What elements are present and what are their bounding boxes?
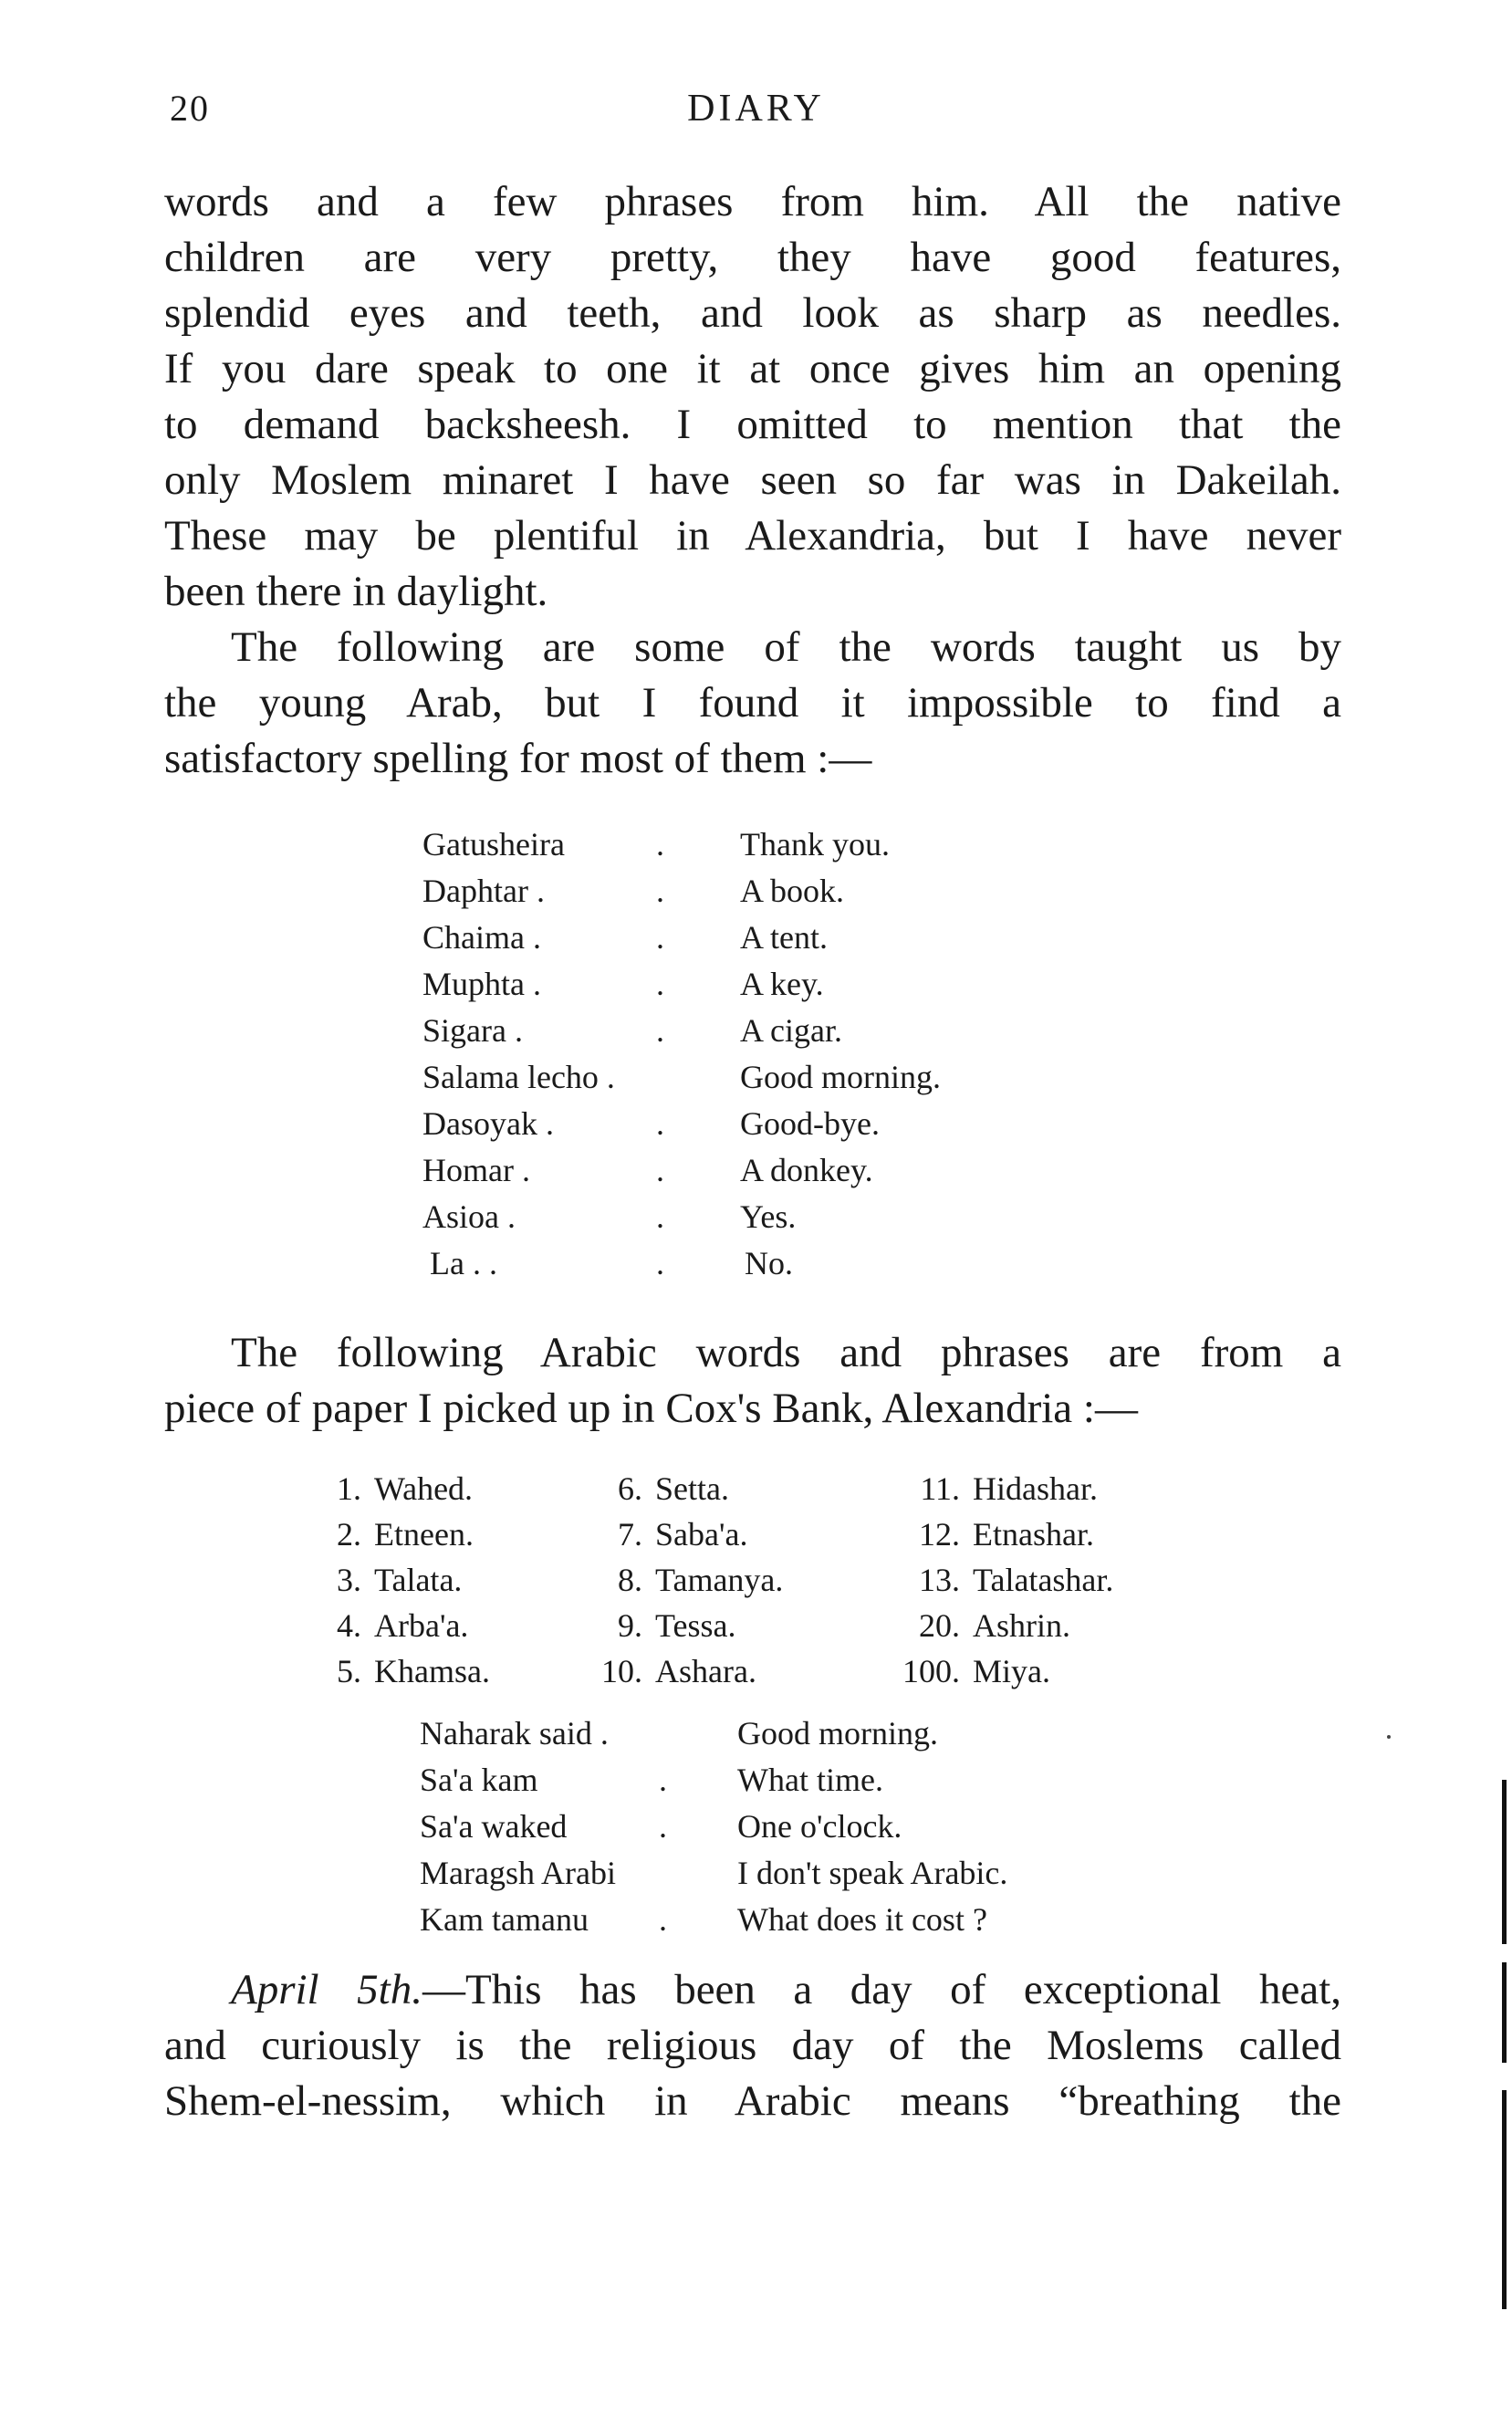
number-entry (310, 1557, 490, 1603)
paragraph-2 (164, 620, 1341, 787)
leader-dot: . (656, 1105, 664, 1142)
numeral: 8. (618, 1562, 642, 1598)
text-line: The following Arabic words and phrases are from a (231, 1329, 1341, 1376)
number-word: Ashara. (655, 1653, 756, 1689)
paragraph-3 (164, 1325, 1341, 1437)
number-entry (876, 1603, 1113, 1648)
binding-edge (1502, 1962, 1507, 2063)
leader-dot: . (656, 966, 664, 1002)
running-title: DIARY (687, 88, 825, 130)
vocab-meaning: What does it cost ? (737, 1901, 987, 1938)
binding-edge (1502, 2090, 1507, 2309)
leader-dot: . (656, 826, 664, 863)
number-word: Tessa. (655, 1607, 736, 1644)
number-entry (584, 1648, 783, 1694)
vocab-row (422, 1054, 1061, 1101)
vocab-row (422, 1101, 1061, 1147)
leader-dot: . (659, 1901, 667, 1938)
number-word: Setta. (655, 1470, 729, 1507)
vocab-term: Sigara . (422, 1012, 523, 1049)
vocab-row (422, 1240, 1061, 1287)
leader-dot: . (656, 1245, 664, 1281)
leader-dot: . (656, 1198, 664, 1235)
number-entry (584, 1511, 783, 1557)
text-line: These may be plentiful in Alexandria, but I have never (164, 512, 1341, 559)
number-entry (584, 1466, 783, 1511)
paragraph-4 (164, 1962, 1341, 2129)
vocab-term: Dasoyak . (422, 1105, 554, 1142)
number-entry (584, 1603, 783, 1648)
vocab-term: Sa'a waked (420, 1808, 568, 1845)
numeral: 100. (902, 1653, 960, 1689)
vocab-row (422, 961, 1061, 1008)
leader-dot: . (656, 873, 664, 909)
number-word: Miya. (973, 1653, 1050, 1689)
vocab-row (420, 1710, 1113, 1757)
leader-dot: . (659, 1762, 667, 1798)
vocab-term: Salama lecho . (422, 1059, 615, 1095)
vocab-row (420, 1897, 1113, 1943)
numbers-column-3 (876, 1466, 1113, 1694)
numeral: 20. (919, 1607, 960, 1644)
numeral: 13. (919, 1562, 960, 1598)
vocabulary-list-2 (420, 1710, 1113, 1943)
number-entry (876, 1511, 1113, 1557)
vocab-term: Naharak said . (420, 1715, 609, 1752)
number-word: Hidashar. (973, 1470, 1098, 1507)
leader-dot: . (656, 1152, 664, 1188)
text-line: splendid eyes and teeth, and look as sharp as needles. (164, 289, 1341, 337)
numeral: 6. (618, 1470, 642, 1507)
vocab-meaning: Yes. (740, 1198, 797, 1235)
vocab-meaning: What time. (737, 1762, 883, 1798)
number-word: Wahed. (374, 1470, 474, 1507)
numeral: 1. (337, 1470, 361, 1507)
text-line: piece of paper I picked up in Cox's Bank, Alexandria :— (164, 1385, 1138, 1432)
entry-date: April 5th. (231, 1966, 422, 2013)
numeral: 11. (920, 1470, 960, 1507)
vocab-meaning: A donkey. (740, 1152, 873, 1188)
text-line: children are very pretty, they have good features, (164, 234, 1341, 281)
binding-edge (1502, 1780, 1507, 1944)
numeral: 5. (337, 1653, 361, 1689)
vocab-row (420, 1804, 1113, 1850)
vocab-meaning: Thank you. (740, 826, 890, 863)
text-line (164, 1962, 1341, 2018)
numeral: 7. (618, 1516, 642, 1553)
leader-dot: . (656, 919, 664, 956)
numeral: 2. (337, 1516, 361, 1553)
number-entry (310, 1603, 490, 1648)
vocab-term: Muphta . (422, 966, 541, 1002)
vocab-term: Gatusheira (422, 826, 565, 863)
text-line: to demand backsheesh. I omitted to mention that the (164, 401, 1341, 448)
scan-speck (1387, 1735, 1391, 1739)
numeral: 9. (618, 1607, 642, 1644)
number-word: Tamanya. (655, 1562, 784, 1598)
text-line: the young Arab, but I found it impossible to find a (164, 679, 1341, 727)
numeral: 10. (601, 1653, 642, 1689)
vocab-term: Sa'a kam (420, 1762, 538, 1798)
text-line: satisfactory spelling for most of them :— (164, 735, 872, 782)
vocab-term: Maragsh Arabi (420, 1855, 616, 1891)
vocab-term: Asioa . (422, 1198, 516, 1235)
vocab-meaning: Good-bye. (740, 1105, 880, 1142)
vocab-meaning: Good morning. (737, 1715, 938, 1752)
number-word: Ashrin. (973, 1607, 1070, 1644)
text-run: —This has been a day of exceptional heat, (422, 1966, 1342, 2013)
vocab-row (420, 1757, 1113, 1804)
text-line: Shem-el-nessim, which in Arabic means “breathing the (164, 2077, 1341, 2125)
vocab-term: Chaima . (422, 919, 541, 956)
number-entry (310, 1466, 490, 1511)
vocab-meaning: One o'clock. (737, 1808, 902, 1845)
number-word: Khamsa. (374, 1653, 490, 1689)
number-word: Etneen. (374, 1516, 474, 1553)
numbers-column-1 (310, 1466, 490, 1694)
vocab-row (422, 1008, 1061, 1054)
vocab-meaning: A book. (740, 873, 845, 909)
vocab-row (422, 821, 1061, 868)
numeral: 3. (337, 1562, 361, 1598)
number-entry (876, 1648, 1113, 1694)
number-word: Talatashar. (973, 1562, 1114, 1598)
text-line: words and a few phrases from him. All the native (164, 178, 1341, 225)
text-line: only Moslem minaret I have seen so far was in Dakeilah. (164, 456, 1341, 504)
text-line: The following are some of the words taught us by (231, 623, 1341, 671)
vocab-term: Homar . (422, 1152, 530, 1188)
vocab-term: La . . (430, 1245, 497, 1281)
text-line: and curiously is the religious day of the Moslems called (164, 2022, 1341, 2069)
number-word: Saba'a. (655, 1516, 748, 1553)
page-header (0, 87, 1512, 141)
numeral: 4. (337, 1607, 361, 1644)
paragraph-1 (164, 174, 1341, 620)
page-number: 20 (170, 88, 210, 129)
number-entry (876, 1466, 1113, 1511)
numbers-column-2 (584, 1466, 783, 1694)
vocab-meaning: A cigar. (740, 1012, 842, 1049)
vocab-row (422, 915, 1061, 961)
vocab-meaning: A key. (740, 966, 824, 1002)
vocab-term: Daphtar . (422, 873, 545, 909)
number-entry (584, 1557, 783, 1603)
leader-dot: . (656, 1012, 664, 1049)
vocab-row (422, 1194, 1061, 1240)
number-word: Etnashar. (973, 1516, 1094, 1553)
number-entry (876, 1557, 1113, 1603)
numeral: 12. (919, 1516, 960, 1553)
text-line: been there in daylight. (164, 568, 548, 615)
vocab-meaning: No. (745, 1245, 793, 1281)
vocab-meaning: A tent. (740, 919, 828, 956)
number-word: Arba'a. (374, 1607, 469, 1644)
number-entry (310, 1648, 490, 1694)
vocab-row (422, 868, 1061, 915)
text-line: If you dare speak to one it at once gives him an opening (164, 345, 1341, 392)
vocab-meaning: Good morning. (740, 1059, 941, 1095)
vocab-term: Kam tamanu (420, 1901, 589, 1938)
leader-dot: . (659, 1808, 667, 1845)
vocab-row (420, 1850, 1113, 1897)
vocab-row (422, 1147, 1061, 1194)
number-entry (310, 1511, 490, 1557)
vocabulary-list-1 (422, 821, 1061, 1287)
number-word: Talata. (374, 1562, 463, 1598)
vocab-meaning: I don't speak Arabic. (737, 1855, 1008, 1891)
